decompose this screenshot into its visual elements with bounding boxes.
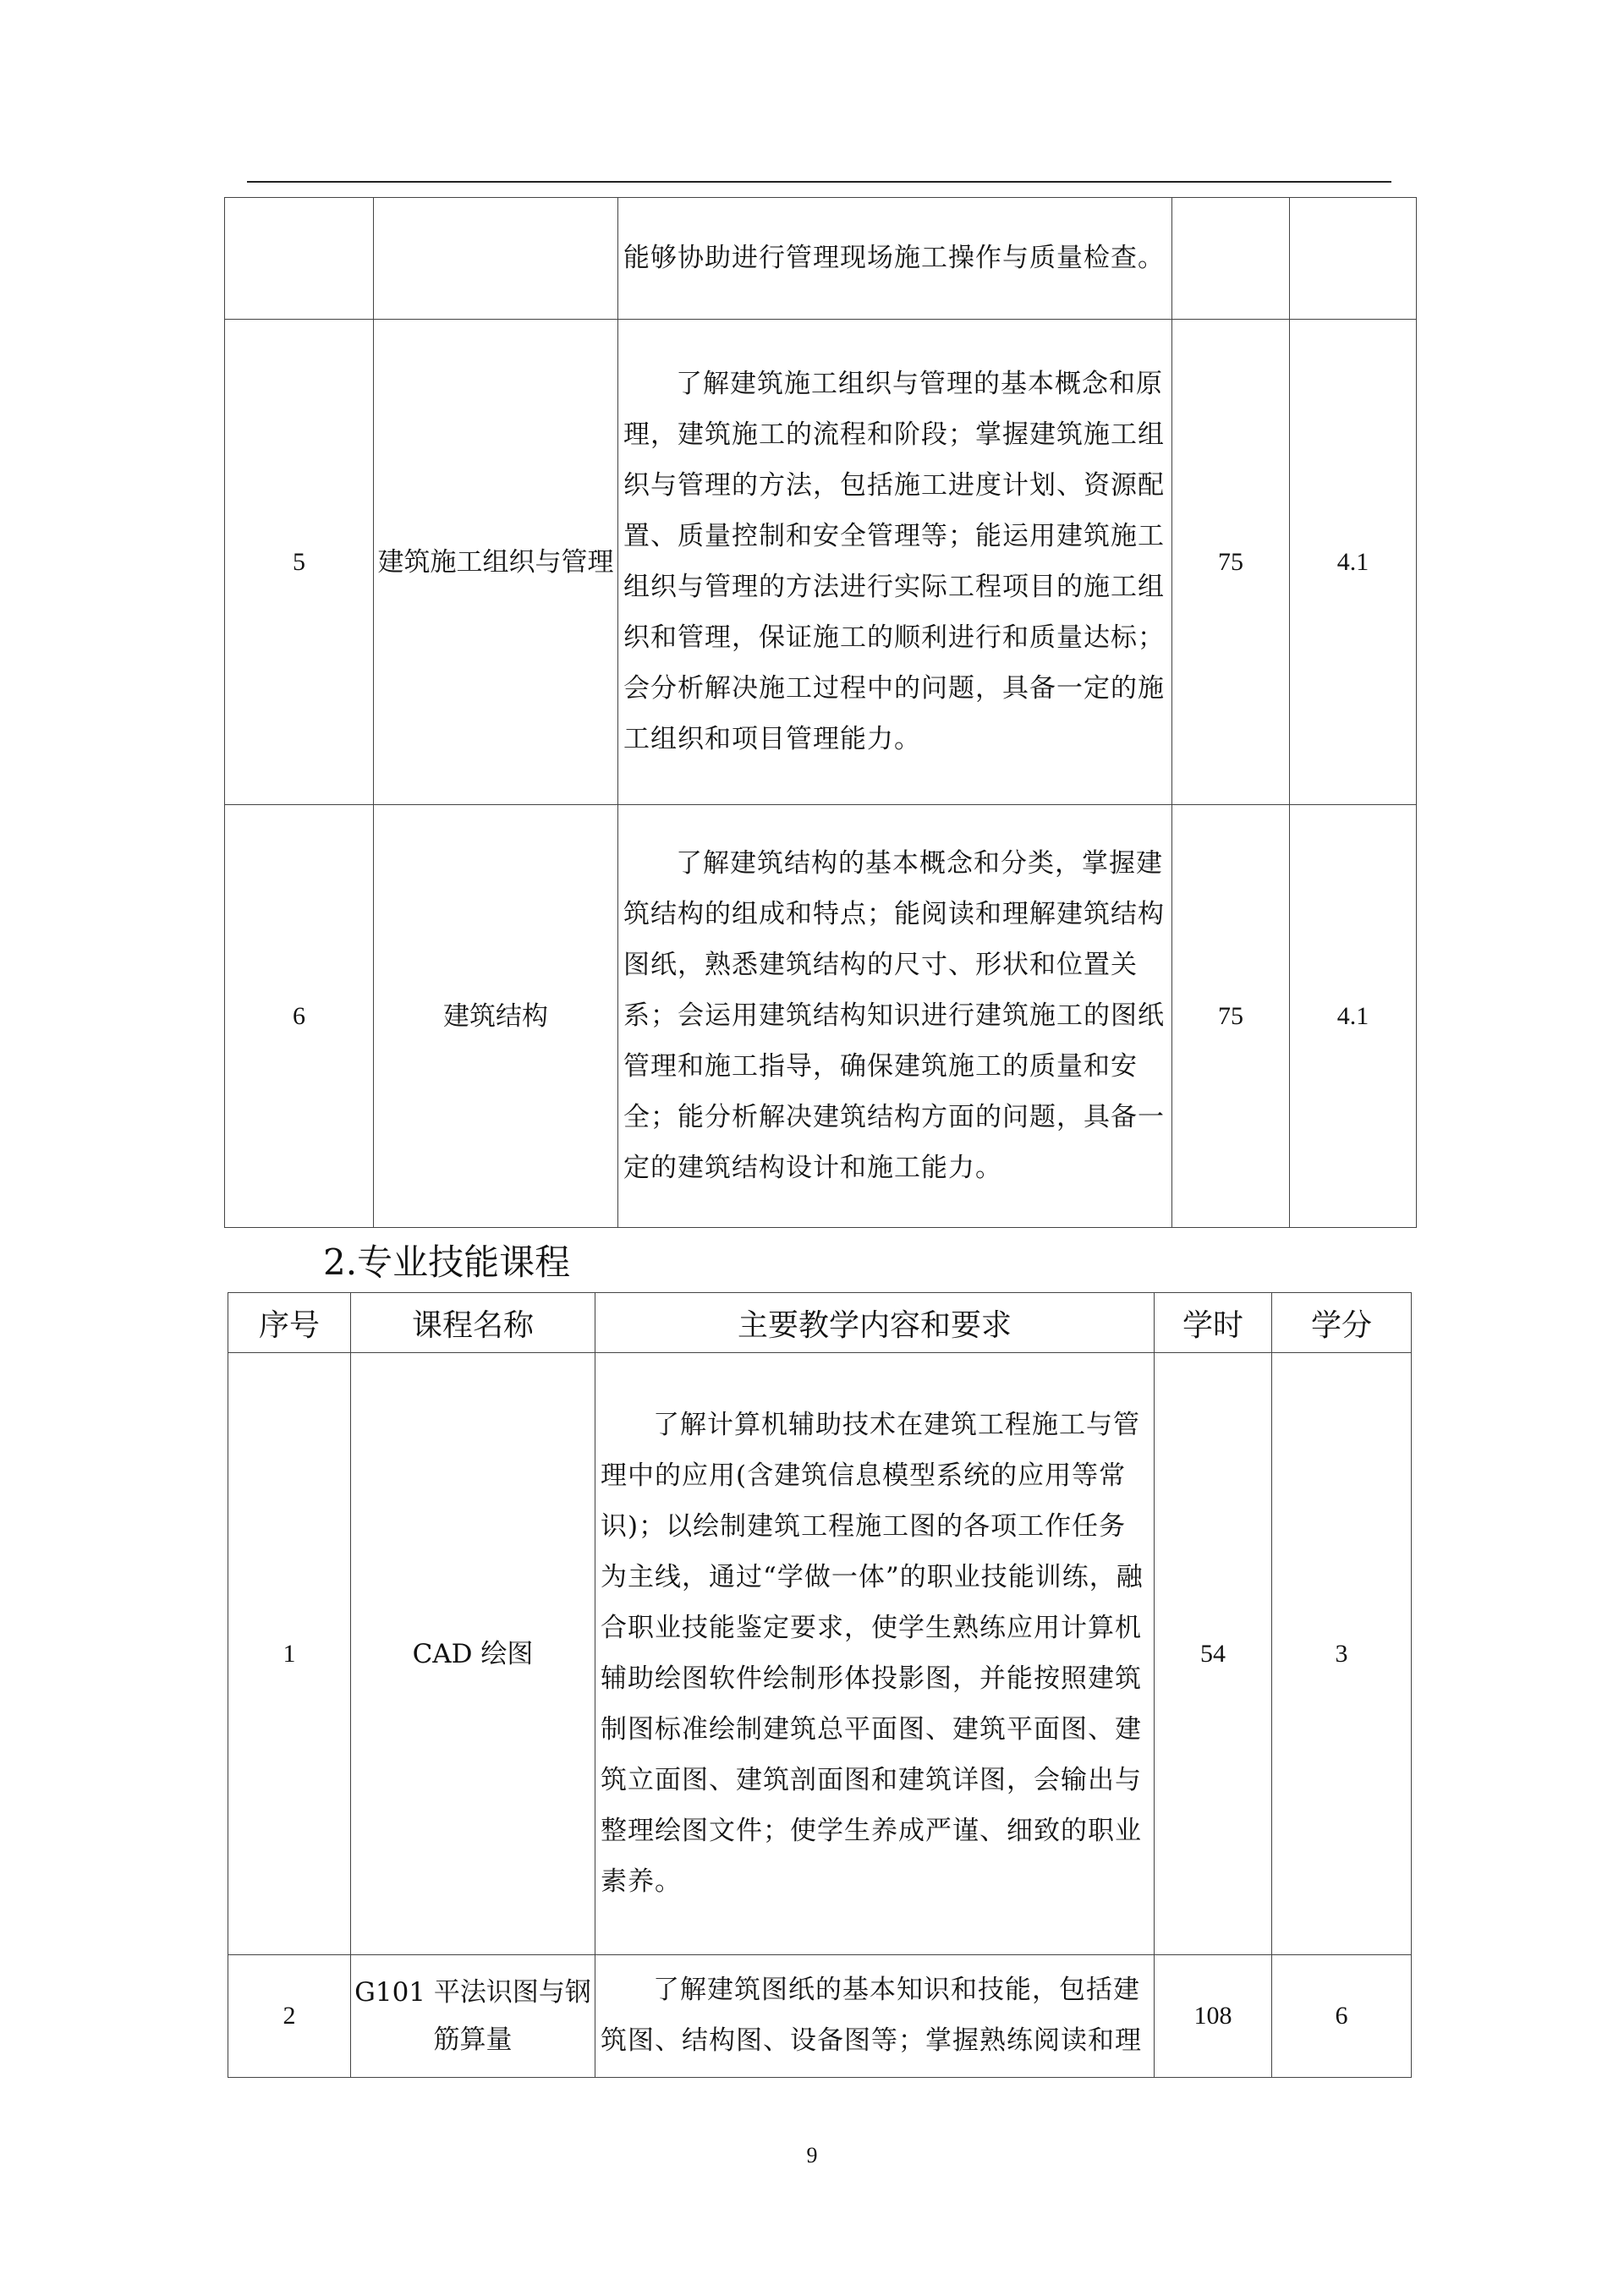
course-content [595, 1353, 1155, 1955]
header-hours: 学时 [1155, 1293, 1272, 1353]
course-hours [1172, 198, 1290, 320]
course-hours: 75 [1172, 805, 1290, 1228]
header-content: 主要教学内容和要求 [595, 1293, 1155, 1353]
skills-course-table [228, 1292, 1412, 2078]
table-row [228, 1353, 1412, 1955]
course-credits: 3 [1272, 1353, 1412, 1955]
content-text: 了解建筑施工组织与管理的基本概念和原理，建筑施工的流程和阶段；掌握建筑施工组织与管理的方法，包括施工进度计划、资源配置、质量控制和安全管理等；能运用建筑施工组织与管理的方法进行实际工程项目的施工组织和管理，保证施工的顺利进行和质量达标；会分析解决施工过程中的问题，具备一定的施工组织和项目管理能力。 [623, 368, 1165, 754]
table-row [225, 805, 1417, 1228]
row-number: 2 [228, 1955, 351, 2078]
course-name: 建筑结构 [374, 805, 618, 1228]
course-hours: 108 [1155, 1955, 1272, 2078]
course-credits: 4.1 [1290, 805, 1417, 1228]
course-content [595, 1955, 1155, 2078]
course-credits: 6 [1272, 1955, 1412, 2078]
course-name: G101 平法识图与钢筋算量 [351, 1955, 595, 2078]
course-content [618, 198, 1172, 320]
course-credits: 4.1 [1290, 320, 1417, 805]
content-text: 了解建筑图纸的基本知识和技能，包括建筑图、结构图、设备图等；掌握熟练阅读和理 [601, 1975, 1142, 2056]
course-name: 建筑施工组织与管理 [374, 320, 618, 805]
course-name [374, 198, 618, 320]
table-row [228, 1955, 1412, 2078]
course-table-continued [224, 197, 1417, 1228]
table-header-row [228, 1293, 1412, 1353]
course-hours: 75 [1172, 320, 1290, 805]
row-number: 6 [225, 805, 374, 1228]
section-title: 2.专业技能课程 [323, 1241, 571, 1283]
header-rule [247, 181, 1391, 183]
row-number: 1 [228, 1353, 351, 1955]
course-name: CAD 绘图 [351, 1353, 595, 1955]
content-text: 了解计算机辅助技术在建筑工程施工与管理中的应用(含建筑信息模型系统的应用等常识)；以绘制建筑工程施工图的各项工作任务为主线，通过“学做一体”的职业技能训练，融合职业技能鉴定要求，使学生熟练应用计算机辅助绘图软件绘制形体投影图，并能按照建筑制图标准绘制建筑总平面图、建筑平面图、建筑立面图、建筑剖面图和建筑详图，会输出与整理绘图文件；使学生养成严谨、细致的职业素养。 [601, 1409, 1144, 1897]
course-credits [1290, 198, 1417, 320]
content-text: 了解建筑结构的基本概念和分类，掌握建筑结构的组成和特点；能阅读和理解建筑结构图纸，熟悉建筑结构的尺寸、形状和位置关系；会运用建筑结构知识进行建筑施工的图纸管理和施工指导，确保建筑施工的质量和安全；能分析解决建筑结构方面的问题，具备一定的建筑结构设计和施工能力。 [623, 847, 1165, 1183]
row-number: 5 [225, 320, 374, 805]
row-number [225, 198, 374, 320]
table-row [225, 320, 1417, 805]
content-text: 能够协助进行管理现场施工操作与质量检查。 [623, 242, 1165, 273]
course-hours: 54 [1155, 1353, 1272, 1955]
page-number: 9 [806, 2143, 818, 2167]
header-credits: 学分 [1272, 1293, 1412, 1353]
header-no: 序号 [228, 1293, 351, 1353]
course-content [618, 320, 1172, 805]
course-content [618, 805, 1172, 1228]
header-name: 课程名称 [351, 1293, 595, 1353]
table-row [225, 198, 1417, 320]
